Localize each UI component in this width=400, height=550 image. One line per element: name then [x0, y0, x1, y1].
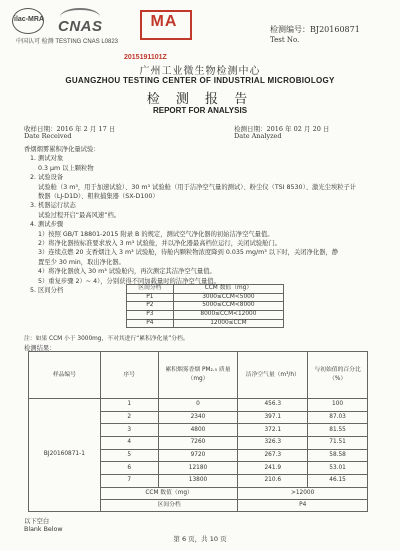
- result-cell: 326.3: [238, 437, 308, 450]
- range-cell: P4: [127, 319, 174, 328]
- range-cell: P3: [127, 311, 174, 320]
- result-cell: 71.51: [308, 437, 368, 450]
- method-line: 置至少 30 min，取出净化器。: [38, 258, 125, 266]
- method-line: 试验过程开启“最高风速”档。: [38, 211, 121, 219]
- range-cell: P1: [127, 293, 174, 302]
- method-line: 试验舱（3 m³，用于加速试验）、30 m³ 试验舱（用于洁净空气量的测试）、粉尘仪（TSI 8530）、激光尘埃粒子计: [38, 183, 357, 191]
- result-cell: 81.55: [308, 424, 368, 437]
- result-cell: 58.58: [308, 449, 368, 462]
- range-cell: P2: [127, 302, 174, 311]
- result-cell: 241.9: [238, 462, 308, 475]
- result-cell: 397.1: [238, 411, 308, 424]
- grade-label-cell: 区间分档: [100, 499, 238, 511]
- method-heading: 香烟烟雾累积净化量试验：: [24, 146, 100, 153]
- method-line: 5）重复步骤 2）~ 4），分别获得不同加载量时的洁净空气量值。: [38, 277, 220, 285]
- result-header-cell: 累积烟雾香烟 PM₂.₅ 质量（mg）: [158, 352, 238, 399]
- ccm-value-cell: >12000: [238, 487, 368, 499]
- result-cell: 100: [308, 399, 368, 412]
- method-line: 数器（LJ-D1D）、粗粒捕集器（SX-D100）: [38, 193, 159, 201]
- center-title-cn: 广州工业微生物检测中心: [139, 66, 261, 77]
- result-cell: 1: [100, 399, 158, 412]
- result-cell: 3: [100, 424, 158, 437]
- method-section: [24, 145, 384, 296]
- cma-logo: [134, 10, 194, 44]
- method-line: 1）按照 GB/T 18801-2015 附录 B 的规定，测试空气净化器的初始洁净空气量值。: [38, 230, 274, 238]
- cma-logo-text: MA: [150, 13, 178, 30]
- range-cell: 8000≤CCM<12000: [173, 311, 283, 320]
- result-header-cell: 洁净空气量（m³/h）: [238, 352, 308, 399]
- report-title-en: REPORT FOR ANALYSIS: [152, 106, 248, 115]
- result-header-cell: 与初始值的百分比（%）: [308, 352, 368, 399]
- result-cell: 9720: [158, 449, 238, 462]
- grade-value-cell: P4: [238, 499, 368, 511]
- test-no-label-en: Test No.: [270, 36, 300, 44]
- result-cell: 0: [158, 399, 238, 412]
- result-cell: 13800: [158, 475, 238, 488]
- date-block: [24, 124, 384, 140]
- result-cell: 4: [100, 437, 158, 450]
- result-cell: 456.3: [238, 399, 308, 412]
- result-cell: 53.01: [308, 462, 368, 475]
- range-row: [127, 302, 284, 311]
- result-cell: 7260: [158, 437, 238, 450]
- method-line: 0.3 μm 以上颗粒物: [38, 164, 94, 172]
- result-cell: 46.15: [308, 475, 368, 488]
- result-cell: 6: [100, 462, 158, 475]
- range-header-cell: CCM 数值（mg）: [173, 285, 283, 294]
- result-cell: 210.6: [238, 475, 308, 488]
- result-cell: 4800: [158, 424, 238, 437]
- range-row: [127, 311, 284, 320]
- range-cell: 12000≤CCM: [173, 319, 283, 328]
- results-table: [28, 351, 368, 512]
- result-cell: 12180: [158, 462, 238, 475]
- range-header-cell: 区间分档: [127, 285, 174, 294]
- result-cell: 267.3: [238, 449, 308, 462]
- range-row: [127, 293, 284, 302]
- range-cell: 5000≤CCM<8000: [173, 302, 283, 311]
- ilac-logo-text: ilac-MRA: [14, 16, 44, 23]
- blank-below-cn: 以下空白: [24, 518, 50, 525]
- method-line: 2. 试验设备: [30, 174, 64, 182]
- method-line: 5. 区间分档: [30, 287, 64, 295]
- result-header-cell: 样品编号: [29, 352, 101, 399]
- cma-number: 2015191101Z: [124, 54, 167, 61]
- result-cell: 5: [100, 449, 158, 462]
- analyzed-label-en: Date Analyzed: [234, 132, 282, 140]
- results-label: 检测结果：: [24, 345, 56, 352]
- analyzed-date: 检测日期：2016 年 02 月 20 日: [234, 125, 330, 133]
- cnas-logo-text: CNAS: [58, 18, 103, 35]
- received-label-en: Date Received: [24, 132, 72, 140]
- range-cell: 3000≤CCM<5000: [173, 293, 283, 302]
- result-cell: 87.03: [308, 411, 368, 424]
- page-number: 第 6 页，共 10 页: [173, 535, 227, 543]
- blank-below-en: Blank Below: [24, 526, 63, 533]
- result-cell: 2340: [158, 411, 238, 424]
- test-no-label-cn: 检测编号：: [270, 25, 310, 34]
- result-header-cell: 序号: [100, 352, 158, 399]
- result-row: [29, 399, 368, 412]
- result-cell: 2: [100, 411, 158, 424]
- result-cell: 7: [100, 475, 158, 488]
- test-number-block: [270, 24, 360, 46]
- blank-below: [24, 518, 63, 534]
- method-line: 2）将净化器按标准要求放入 3 m³ 试验舱，并以净化器最高档位运行，关闭试验舱门。: [38, 240, 282, 248]
- range-row: [127, 319, 284, 328]
- range-header-row: [127, 285, 284, 294]
- range-grade-table: [126, 284, 284, 328]
- accreditation-logos: [8, 8, 198, 70]
- ccm-label-cell: CCM 数值（mg）: [100, 487, 238, 499]
- cnas-cert-text: 中国认可 检测 TESTING CNAS L0823: [16, 39, 119, 45]
- method-line: 4）将净化器放入 30 m³ 试验舱内，再次测定其洁净空气量值。: [38, 268, 216, 276]
- sample-id-cell: BJ20160871-1: [29, 399, 101, 512]
- result-cell: 372.1: [238, 424, 308, 437]
- method-line: 3）连续点燃 20 支香烟注入 3 m³ 试验舱，待舱内颗粒物浓度降到 0.035 mg/m³ 以下时，关闭净化器，静: [38, 249, 339, 257]
- method-line: 1. 测试对象: [30, 155, 64, 163]
- method-line: 4. 测试步骤: [30, 221, 64, 229]
- center-title-en: GUANGZHOU TESTING CENTER OF INDUSTRIAL MICROBIOLOGY: [65, 76, 335, 85]
- method-lines: [24, 154, 384, 295]
- test-no-value: BJ20160871: [310, 25, 360, 34]
- report-title-cn: 检 测 报 告: [146, 92, 254, 107]
- received-date: 收样日期：2016 年 2 月 17 日: [24, 125, 116, 133]
- method-line: 3. 机器运行状态: [30, 202, 76, 210]
- ccm-note: 注：如果 CCM 小于 3000mg，不对其进行“累积净化量”分档。: [24, 336, 189, 342]
